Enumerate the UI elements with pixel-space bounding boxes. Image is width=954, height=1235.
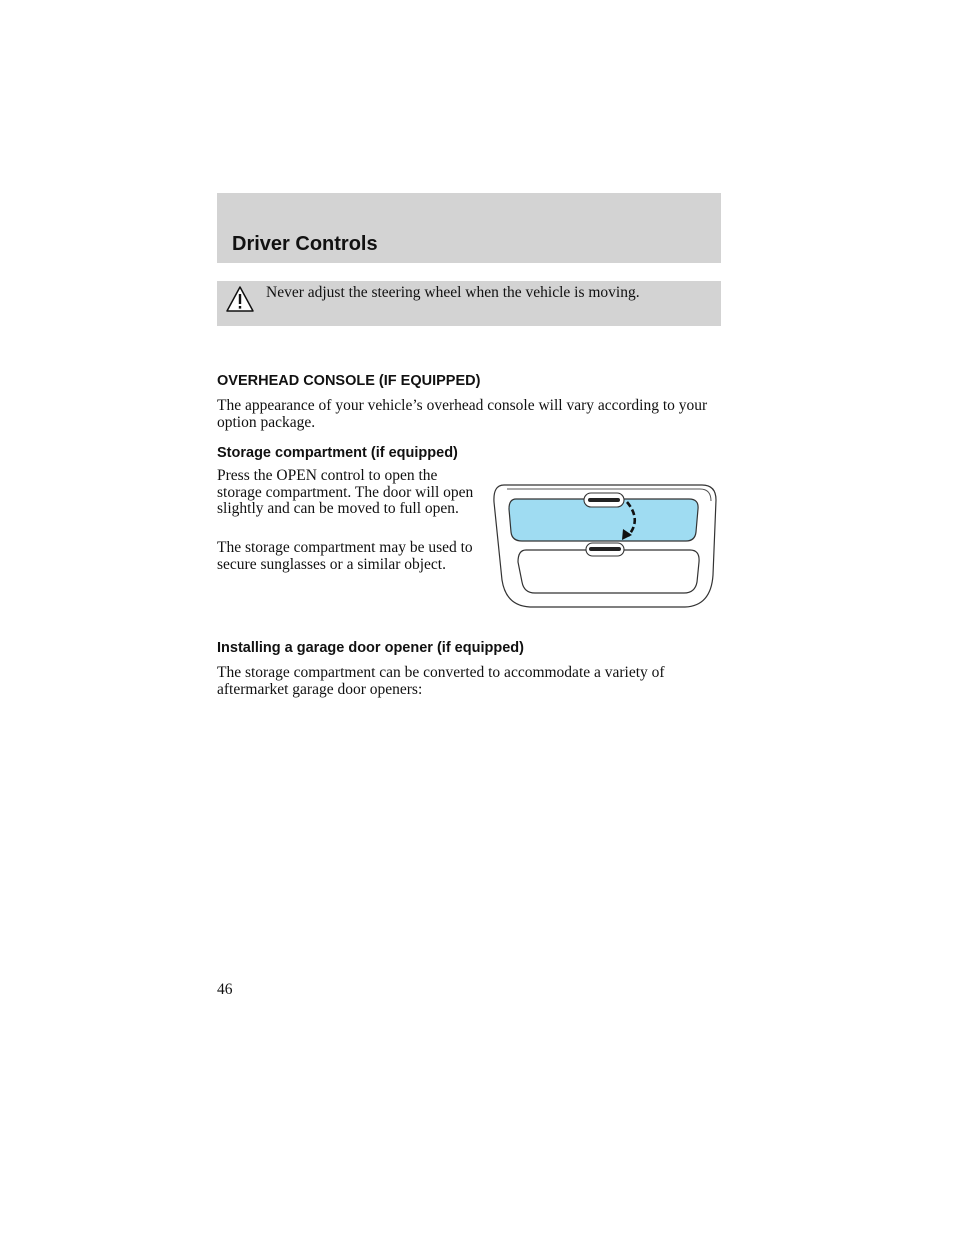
warning-text: Never adjust the steering wheel when the vehicle is moving. bbox=[266, 284, 640, 301]
garage-heading: Installing a garage door opener (if equipped) bbox=[217, 640, 524, 656]
warning-box bbox=[217, 281, 721, 326]
storage-paragraph-1: Press the OPEN control to open the storage compartment. The door will open slightly and can be moved to full open. bbox=[217, 467, 474, 517]
chapter-title: Driver Controls bbox=[232, 233, 378, 255]
chapter-header-band bbox=[217, 193, 721, 263]
section-heading: OVERHEAD CONSOLE (IF EQUIPPED) bbox=[217, 373, 481, 389]
warning-triangle-icon bbox=[225, 285, 255, 313]
overhead-console-illustration bbox=[490, 480, 720, 610]
page-number: 46 bbox=[217, 981, 233, 998]
storage-paragraph-2: The storage compartment may be used to secure sunglasses or a similar object. bbox=[217, 539, 473, 573]
section-intro: The appearance of your vehicle’s overhead console will vary according to your option package. bbox=[217, 397, 708, 431]
storage-heading: Storage compartment (if equipped) bbox=[217, 445, 458, 461]
garage-paragraph: The storage compartment can be converted to accommodate a variety of aftermarket garage door openers: bbox=[217, 664, 665, 698]
